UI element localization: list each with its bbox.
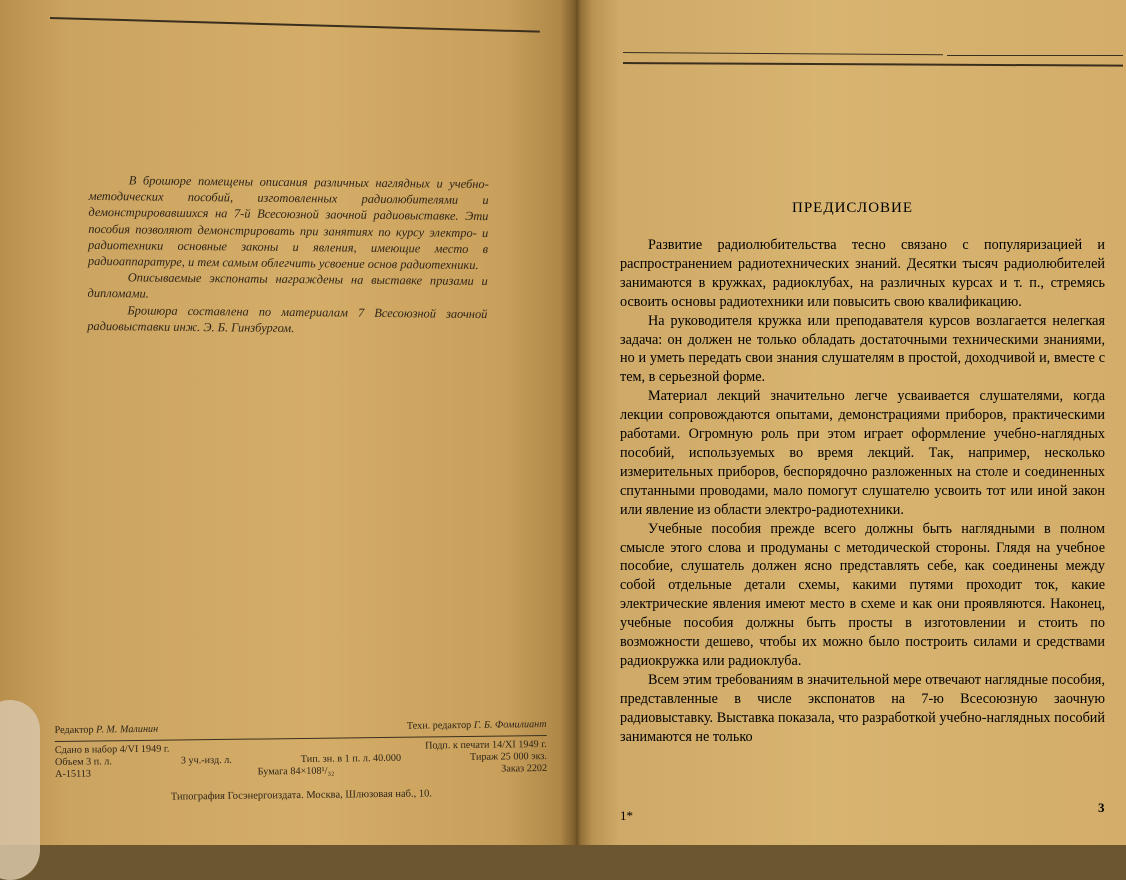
volume: Объем 3 п. л. xyxy=(54,756,112,769)
editor-label: Редактор xyxy=(54,724,94,737)
submitted-date: Сдано в набор 4/VI 1949 г. xyxy=(54,743,170,757)
paper-format: Бумага 84×108¹/₃₂ xyxy=(257,765,335,778)
editors-row xyxy=(55,719,547,737)
publication-code: А-15113 xyxy=(55,768,92,781)
top-rule-right-1 xyxy=(623,52,943,55)
imprint-block xyxy=(55,719,548,805)
top-rule-left xyxy=(50,17,540,33)
annotation-block xyxy=(87,172,489,338)
top-rule-right-2 xyxy=(947,55,1123,56)
characters-per-sheet: Тип. зн. в 1 п. л. 40.000 xyxy=(300,752,402,766)
preface-paragraph: Учебные пособия прежде всего должны быть наглядными в полном смысле этого слова и продуманы с методической стороны. Глядя на учебное пособие, слушатель должен ясно представлять себе, как соединены между собой отдельные детали схемы, какими путями проходит ток, какие электрические явления имеют место в схеме и как они проявляются. Наконец, учебные пособия должны быть просты в изготовлении и стоить по возможности дешево, чтобы их можно было построить силами и средствами радиокружка или радиоклуба. xyxy=(620,520,1105,669)
left-page xyxy=(0,0,575,845)
tech-editor-label: Техн. редактор xyxy=(406,719,472,732)
printing-house: Типография Госэнергоиздата. Москва, Шлюзовая наб., 10. xyxy=(170,788,433,803)
signature-mark: 1* xyxy=(620,808,633,823)
order-number: Заказ 2202 xyxy=(501,762,548,775)
editor-name: Р. М. Малинин xyxy=(96,723,159,736)
preface-paragraph: Материал лекций значительно легче усваивается слушателями, когда лекции сопровождаются опытами, демонстрациями приборов, практическими работами. Огромную роль при этом играет оформление учебно-наглядных пособий, используемых во время лекций. Так, например, несколько измерительных приборов, беспорядочно разложенных на столе и соединенных спутанными проводами, мало помогут слушателю усвоить тот или иной закон или явление из области электро-радиотехники. xyxy=(620,388,1105,518)
preface-paragraph: На руководителя кружка или преподавателя курсов возлагается нелегкая задача: он должен не только обладать достаточными техническими знаниями, но и уметь передать свои знания слушателям в простой, доходчивой и, вместе с тем, в серьезной форме. xyxy=(620,312,1105,386)
holding-hand xyxy=(0,700,40,880)
page-number: 3 xyxy=(1098,800,1105,815)
publisher-sheets: 3 уч.-изд. л. xyxy=(180,754,232,767)
annotation-paragraph: Описываемые экспонаты награждены на выставке призами и дипломами. xyxy=(87,270,488,301)
annotation-paragraph: Брошюра составлена по материалам 7 Всесоюзной заочной радиовыставки инж. Э. Б. Гинзбургом. xyxy=(87,302,488,335)
preface-paragraph: Развитие радиолюбительства тесно связано с популяризацией и распространением радиотехнических знаний. Десятки тысяч радиолюбителей занимаются в кружках, радиоклубах, на различных курсах и т. п., стремясь освоить основы радиотехники или повысить свою квалификацию. xyxy=(620,237,1105,310)
tech-editor-name: Г. Б. Фомилиант xyxy=(473,718,547,731)
book-gutter xyxy=(560,0,592,845)
preface-paragraph: Всем этим требованиям в значительной мере отвечают наглядные пособия, представленные в числе экспонатов на 7-ю Всесоюзную заочную радиовыставку. Выставка показала, что разработкой учебно-наглядных пособий занимаются не только xyxy=(620,671,1105,745)
page-title: ПРЕДИСЛОВИЕ xyxy=(792,200,914,216)
print-run: Тираж 25 000 экз. xyxy=(469,750,548,763)
signed-date: Подп. к печати 14/XI 1949 г. xyxy=(424,738,547,752)
preface-text xyxy=(620,236,1105,746)
top-rule-right-3 xyxy=(623,62,1123,67)
annotation-paragraph: В брошюре помещены описания различных наглядных и учебно-методических пособий, изготовленных радиолюбителями и демонстрировавшихся на 7-й Всесоюзной заочной радиовыставке. Эти пособия позволяют демонстрировать при занятиях по курсу электро- и радиотехники основные законы и явления, имеющие место в радиоаппаратуре, и тем самым облегчить усвоение основ радиотехники. xyxy=(87,173,489,273)
